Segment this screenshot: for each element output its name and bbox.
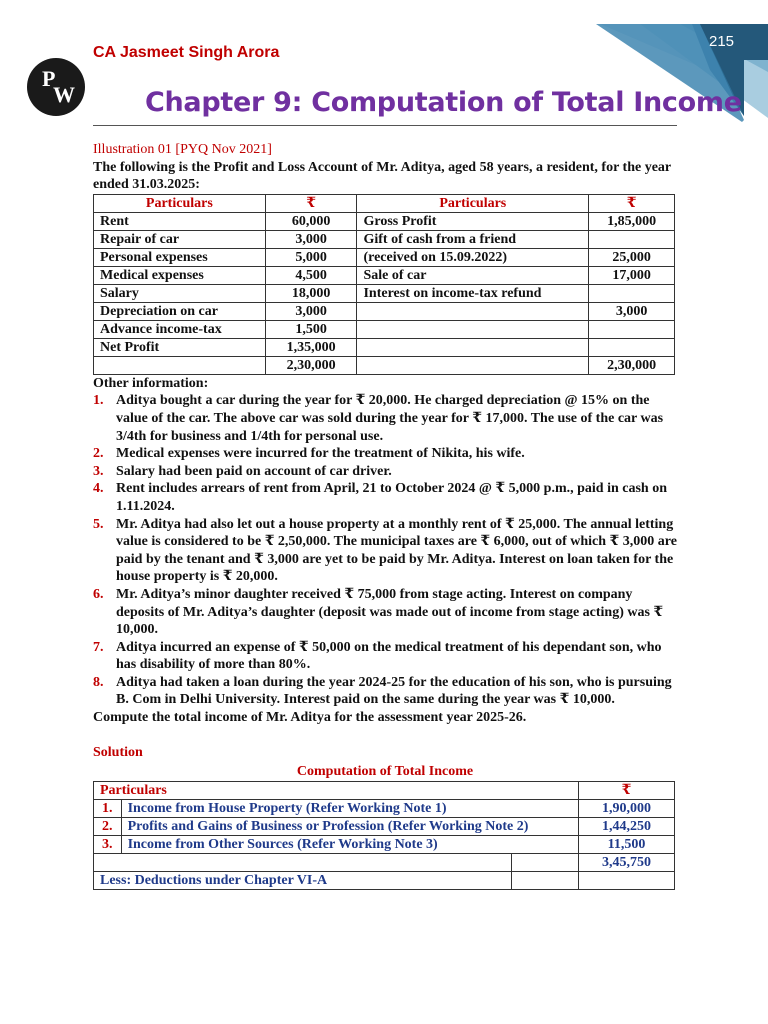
credit-particular [357, 302, 589, 320]
title-divider [93, 125, 677, 126]
header-amount-left: ₹ [265, 194, 357, 212]
page-number: 215 [709, 33, 735, 50]
income-head: Profits and Gains of Business or Profession (Refer Working Note 2) [121, 817, 578, 835]
list-number: 1. [93, 393, 104, 409]
pw-logo [27, 58, 85, 116]
table-row [94, 284, 675, 302]
debit-particular: Rent [94, 212, 266, 230]
chapter-title: Chapter 9: Computation of Total Income [145, 87, 742, 118]
list-text: Aditya bought a car during the year for ₹ 20,000. He charged depreciation @ 15% on the value of the car. The above car was sold during the year for ₹ 17,000. The use of the car was 3/4th for business and 1/4th for personal use. [116, 393, 664, 444]
list-text: Medical expenses were incurred for the treatment of Nikita, his wife. [116, 446, 525, 462]
credit-particular [357, 338, 589, 356]
table-row [94, 212, 675, 230]
table-row [94, 835, 675, 853]
solution-table-title: Computation of Total Income [296, 764, 474, 780]
income-head: Income from Other Sources (Refer Working Note 3) [121, 835, 578, 853]
page-content [93, 141, 677, 890]
illustration-intro: The following is the Profit and Loss Account of Mr. Aditya, aged 58 years, a resident, for the year ended 31.03.2025: [93, 159, 671, 193]
profit-loss-table [93, 194, 675, 375]
list-number: 4. [93, 481, 104, 497]
table-row [94, 338, 675, 356]
debit-particular: Personal expenses [94, 248, 266, 266]
list-number: 7. [93, 639, 104, 655]
credit-amount: 25,000 [589, 248, 675, 266]
debit-particular: Repair of car [94, 230, 266, 248]
debit-amount: 2,30,000 [265, 356, 357, 374]
subtotal-amount: 3,45,750 [579, 853, 675, 871]
income-amount: 11,500 [579, 835, 675, 853]
debit-particular: Medical expenses [94, 266, 266, 284]
list-item [93, 516, 677, 586]
table-row [94, 230, 675, 248]
income-amount: 1,90,000 [579, 799, 675, 817]
credit-amount: 17,000 [589, 266, 675, 284]
credit-particular [357, 320, 589, 338]
debit-amount: 3,000 [265, 230, 357, 248]
debit-particular: Advance income-tax [94, 320, 266, 338]
question-text: Compute the total income of Mr. Aditya for the assessment year 2025-26. [93, 710, 527, 726]
list-text: Salary had been paid on account of car driver. [116, 463, 392, 479]
header-particulars-left: Particulars [94, 194, 266, 212]
table-row [94, 817, 675, 835]
credit-particular: (received on 15.09.2022) [357, 248, 589, 266]
deductions-row [94, 871, 675, 889]
debit-amount: 18,000 [265, 284, 357, 302]
illustration-heading: Illustration 01 [PYQ Nov 2021] [93, 142, 272, 157]
debit-particular: Net Profit [94, 338, 266, 356]
debit-amount: 1,35,000 [265, 338, 357, 356]
header-particulars: Particulars [94, 781, 579, 799]
credit-particular [357, 356, 589, 374]
credit-particular: Gift of cash from a friend [357, 230, 589, 248]
header-particulars-right: Particulars [357, 194, 589, 212]
credit-amount: 1,85,000 [589, 212, 675, 230]
list-item [93, 463, 677, 481]
credit-amount [589, 230, 675, 248]
credit-amount: 3,000 [589, 302, 675, 320]
table-row [94, 248, 675, 266]
total-income-table [93, 781, 675, 890]
credit-particular: Sale of car [357, 266, 589, 284]
credit-particular: Interest on income-tax refund [357, 284, 589, 302]
income-amount: 1,44,250 [579, 817, 675, 835]
credit-amount [589, 320, 675, 338]
list-text: Rent includes arrears of rent from April, 21 to October 2024 @ ₹ 5,000 p.m., paid in cash on 1.11.2024. [116, 481, 667, 514]
header-amount-right: ₹ [589, 194, 675, 212]
list-item [93, 480, 677, 515]
debit-amount: 60,000 [265, 212, 357, 230]
header-amount: ₹ [579, 781, 675, 799]
list-item [93, 674, 677, 709]
list-text: Aditya had taken a loan during the year 2024-25 for the education of his son, who is pursuing B. Com in Delhi University. Interest paid on the same during the year was ₹ 10,000. [116, 674, 672, 708]
credit-amount: 2,30,000 [589, 356, 675, 374]
income-head: Income from House Property (Refer Working Note 1) [121, 799, 578, 817]
logo-letter-w: W [53, 82, 75, 107]
list-number: 5. [93, 516, 104, 532]
list-item [93, 392, 677, 445]
subtotal-row [94, 853, 675, 871]
debit-amount: 5,000 [265, 248, 357, 266]
author-name: CA Jasmeet Singh Arora [93, 44, 280, 61]
table-row [94, 356, 675, 374]
table-row [94, 266, 675, 284]
other-info-list [93, 392, 677, 709]
credit-amount [589, 338, 675, 356]
list-text: Aditya incurred an expense of ₹ 50,000 on the medical treatment of his dependant son, who has disability of more than 80%. [116, 639, 662, 673]
debit-particular: Depreciation on car [94, 302, 266, 320]
row-number: 2. [94, 817, 122, 835]
list-item [93, 445, 677, 463]
row-number: 3. [94, 835, 122, 853]
debit-amount: 3,000 [265, 302, 357, 320]
list-text: Mr. Aditya’s minor daughter received ₹ 75,000 from stage acting. Interest on company deposits of Mr. Aditya’s daughter (deposit was made out of income from stage acting) was ₹ 10,000. [116, 586, 664, 638]
debit-particular: Salary [94, 284, 266, 302]
other-info-heading: Other information: [93, 375, 209, 391]
table-row [94, 320, 675, 338]
solution-heading: Solution [93, 744, 143, 760]
table-header-row [94, 194, 675, 212]
credit-amount [589, 284, 675, 302]
list-number: 2. [93, 446, 104, 462]
table-row [94, 302, 675, 320]
debit-particular [94, 356, 266, 374]
credit-particular: Gross Profit [357, 212, 589, 230]
debit-amount: 4,500 [265, 266, 357, 284]
table-row [94, 799, 675, 817]
list-item [93, 639, 677, 674]
table-header-row [94, 781, 675, 799]
list-text: Mr. Aditya had also let out a house property at a monthly rent of ₹ 25,000. The annual letting value is considered to be ₹ 2,50,000. The municipal taxes are ₹ 6,000, out of which ₹ 3,000 are paid by the tenant and ₹ 3,000 are yet to be paid by Mr. Aditya. Interest on loan taken for the house property is ₹ 20,000. [116, 516, 677, 585]
list-number: 3. [93, 463, 104, 479]
list-number: 6. [93, 586, 104, 602]
debit-amount: 1,500 [265, 320, 357, 338]
list-number: 8. [93, 674, 104, 690]
deductions-label: Less: Deductions under Chapter VI-A [94, 871, 512, 889]
row-number: 1. [94, 799, 122, 817]
logo-letter-p: P [42, 66, 56, 91]
list-item [93, 586, 677, 639]
